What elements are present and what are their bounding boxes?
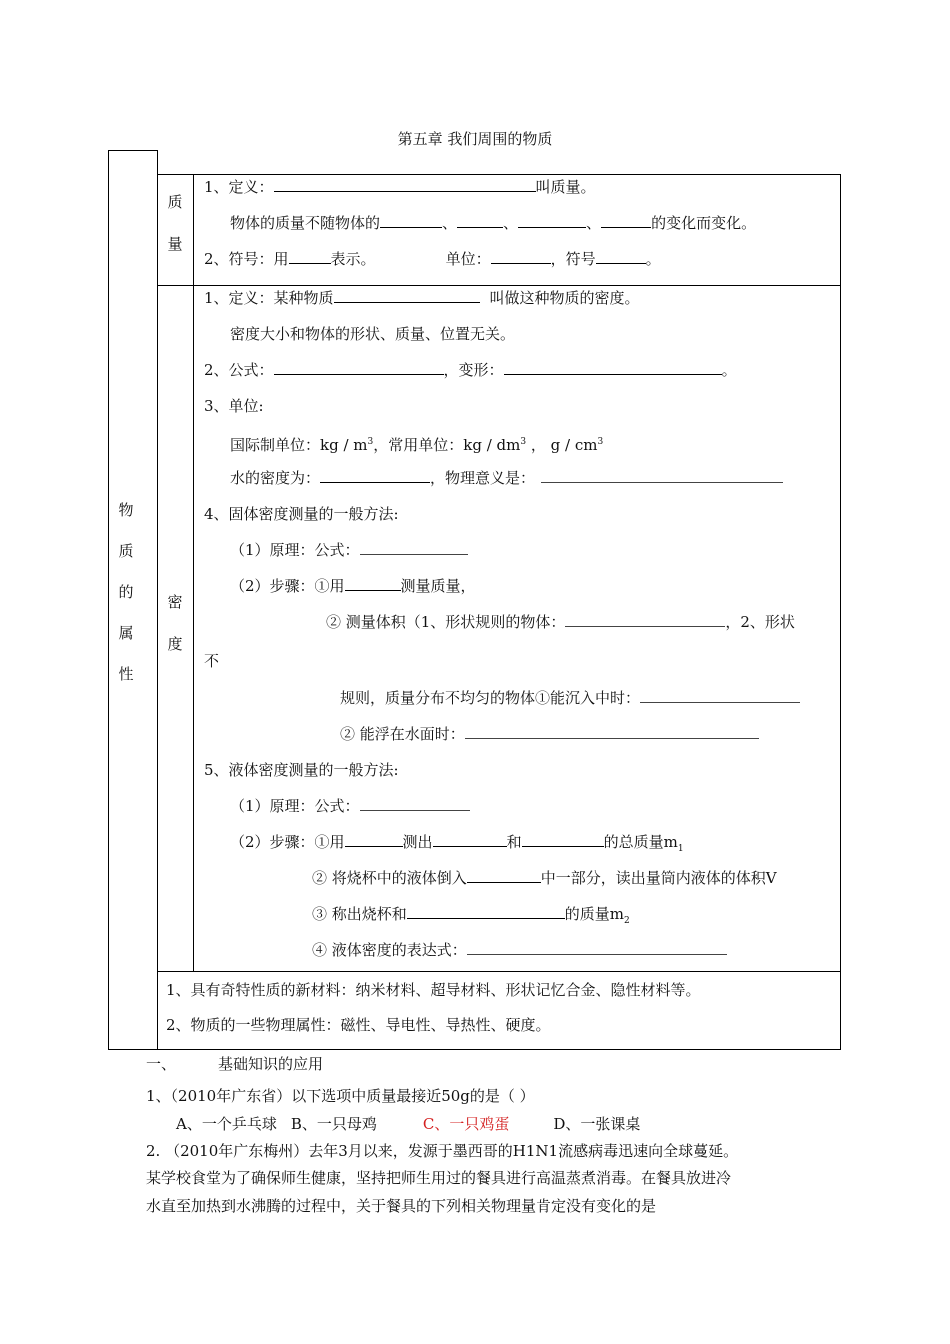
blank-line[interactable] [565, 612, 725, 627]
option-b[interactable]: B、一只母鸡 [290, 1115, 377, 1133]
blank-line[interactable] [274, 177, 536, 192]
mass-definition: 1、定义： 叫质量。 [204, 178, 596, 196]
solid-step-mass: （2）步骤：①用 测量质量， [230, 577, 476, 595]
liquid-step-4: ④ 液体密度的表达式： [312, 940, 727, 960]
irregular-sink: 规则，质量分布不均匀的物体①能沉入中时： [340, 688, 800, 708]
liquid-step-1: （2）步骤：①用 测出 和 的总质量$m_1$ [230, 833, 684, 854]
question-2-line: 某学校食堂为了确保师生健康，坚持把师生用过的餐具进行高温蒸煮消毒。在餐具放进冷 [146, 1169, 732, 1187]
blank-line[interactable] [360, 540, 468, 555]
blank-line[interactable] [504, 360, 722, 375]
blank-line[interactable] [457, 213, 503, 228]
mass-symbol: 2、符号：用 表示。 单位： ，符号 。 [204, 250, 661, 268]
density-note: 密度大小和物体的形状、质量、位置无关。 [230, 325, 516, 343]
blank-line[interactable] [465, 724, 759, 739]
option-c[interactable]: C、一只鸡蛋 [422, 1115, 510, 1133]
side-char: 物 [118, 501, 134, 519]
solid-method-heading: 4、固体密度测量的一般方法: [204, 505, 399, 523]
liquid-method-heading: 5、液体密度测量的一般方法: [204, 761, 399, 779]
mass-invariance: 物体的质量不随物体的 、 、 、 的变化而变化。 [230, 214, 757, 232]
density-formula: 2、公式： ，变形： 。 [204, 361, 737, 379]
density-units: 国际制单位：kg / $m^3$，常用单位：kg / $dm^3$ ， g / $cm^3$ [230, 436, 604, 454]
side-char: 性 [118, 665, 134, 683]
solid-principle: （1）原理：公式： [230, 540, 468, 560]
option-d[interactable]: D、一张课桌 [553, 1115, 641, 1133]
blank-line[interactable] [334, 288, 480, 303]
mass-label-char: 量 [167, 235, 183, 253]
option-a[interactable]: A、一个乒乓球 [176, 1115, 277, 1133]
density-definition: 1、定义：某种物质 叫做这种物质的密度。 [204, 289, 640, 307]
liquid-principle: （1）原理：公式： [230, 796, 470, 816]
blank-line[interactable] [518, 213, 586, 228]
blank-line[interactable] [360, 796, 470, 811]
blank-line[interactable] [601, 213, 651, 228]
side-char: 属 [118, 624, 134, 642]
blank-line[interactable] [467, 940, 727, 955]
blank-line[interactable] [467, 868, 541, 883]
new-materials: 1、具有奇特性质的新材料：纳米材料、超导材料、形状记忆合金、隐性材料等。 [166, 981, 701, 999]
water-density: 水的密度为： ，物理意义是： [230, 468, 783, 488]
question-2-line: 2. （2010年广东梅州）去年3月以来，发源于墨西哥的H1N1流感病毒迅速向全球蔓延。 [146, 1142, 739, 1160]
solid-step-volume: ② 测量体积（1、形状规则的物体： ，2、形状 [326, 613, 795, 631]
density-unit-heading: 3、单位: [204, 397, 264, 415]
irregular-float: ② 能浮在水面时： [340, 724, 759, 744]
liquid-step-2: ② 将烧杯中的液体倒入 中一部分，读出量筒内液体的体积V [312, 869, 777, 887]
blank-line[interactable] [640, 688, 800, 703]
side-char: 的 [118, 583, 134, 601]
question-1-options [176, 1114, 640, 1134]
section-heading: 一、 基础知识的应用 [146, 1055, 324, 1073]
blank-line[interactable] [345, 832, 403, 847]
density-label-char: 度 [167, 635, 183, 653]
page-title: 第五章 我们周围的物质 [397, 130, 553, 148]
blank-line[interactable] [274, 360, 444, 375]
side-char: 质 [118, 542, 134, 560]
solid-step-volume-cont: 不 [204, 652, 220, 670]
blank-line[interactable] [541, 468, 783, 483]
mass-label-char: 质 [167, 193, 183, 211]
blank-line[interactable] [596, 249, 646, 264]
blank-line[interactable] [433, 832, 507, 847]
liquid-step-3: ③ 称出烧杯和 的质量$m_2$ [312, 905, 630, 926]
blank-line[interactable] [380, 213, 442, 228]
blank-line[interactable] [491, 249, 551, 264]
blank-line[interactable] [320, 468, 430, 483]
blank-line[interactable] [345, 576, 401, 591]
physical-properties: 2、物质的一些物理属性：磁性、导电性、导热性、硬度。 [166, 1016, 551, 1034]
blank-line[interactable] [289, 249, 331, 264]
question-1: 1、（2010年广东省）以下选项中质量最接近50g的是（ ） [146, 1087, 535, 1105]
density-label-char: 密 [167, 593, 183, 611]
question-2-line: 水直至加热到水沸腾的过程中，关于餐具的下列相关物理量肯定没有变化的是 [146, 1197, 657, 1215]
blank-line[interactable] [407, 904, 565, 919]
blank-line[interactable] [522, 832, 604, 847]
